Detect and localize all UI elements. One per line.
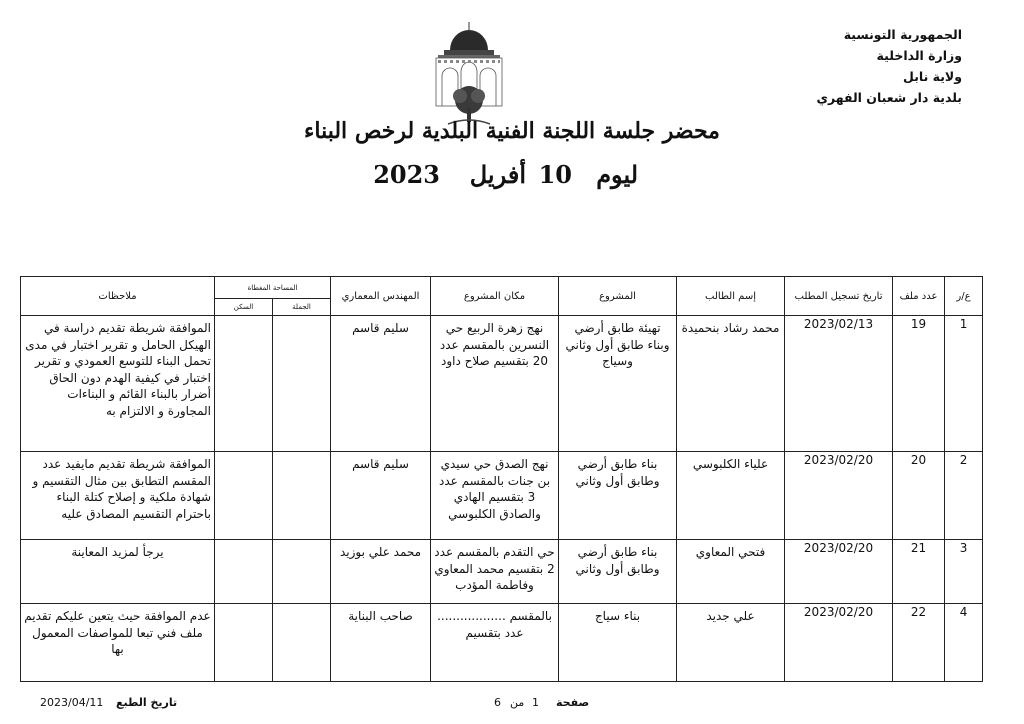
page-of-label: من — [510, 696, 525, 709]
header-location: مكان المشروع — [431, 277, 559, 316]
cell-request-date: 2023/02/13 — [785, 316, 893, 452]
cell-project: بناء سياج — [559, 604, 677, 682]
cell-area-housing — [215, 604, 273, 682]
cell-file-no: 21 — [893, 540, 945, 604]
municipality-label: بلدية دار شعبان الفهري — [816, 90, 962, 105]
cell-row-no: 3 — [945, 540, 983, 604]
cell-row-no: 4 — [945, 604, 983, 682]
cell-project: بناء طابق أرضي وطابق أول وثاني — [559, 540, 677, 604]
header-area-housing: السكن — [215, 299, 273, 316]
date-year: 2023 — [373, 160, 440, 189]
cell-request-date: 2023/02/20 — [785, 604, 893, 682]
cell-area-housing — [215, 452, 273, 540]
cell-request-date: 2023/02/20 — [785, 452, 893, 540]
page-current: 1 — [532, 696, 539, 709]
print-date-label: تاريخ الطبع — [116, 696, 178, 709]
print-date-value: 2023/04/11 — [40, 696, 104, 709]
cell-area-total — [273, 316, 331, 452]
governorate-label: ولاية نابل — [903, 69, 962, 84]
ministry-label: وزارة الداخلية — [876, 48, 962, 63]
header-row-no: ع/ر — [945, 277, 983, 316]
cell-notes: الموافقة شريطة تقديم دراسة في الهيكل الحامل و تقرير اختبار في مدى تحمل البناء للتوسع العمودي و تقرير اختبار في كيفية الهدم دون الحاق أضرار بالبناء القائم و البناءات المجاورة و الالتزام به — [21, 316, 215, 452]
header-covered-area: المساحة المغطاة — [215, 277, 331, 299]
header-file-no: عدد ملف — [893, 277, 945, 316]
cell-row-no: 2 — [945, 452, 983, 540]
cell-area-housing — [215, 540, 273, 604]
header-applicant: إسم الطالب — [677, 277, 785, 316]
header-project: المشروع — [559, 277, 677, 316]
cell-notes: عدم الموافقة حيث يتعين عليكم تقديم ملف فني تبعا للمواصفات المعمول بها — [21, 604, 215, 682]
table-row — [21, 316, 983, 452]
cell-architect: صاحب البناية — [331, 604, 431, 682]
cell-file-no: 22 — [893, 604, 945, 682]
cell-file-no: 19 — [893, 316, 945, 452]
cell-applicant: محمد رشاد بنحميدة — [677, 316, 785, 452]
permits-table — [20, 276, 983, 682]
header-architect: المهندس المعماري — [331, 277, 431, 316]
cell-area-total — [273, 540, 331, 604]
cell-applicant: علي جديد — [677, 604, 785, 682]
cell-applicant: فتحي المعاوي — [677, 540, 785, 604]
municipal-emblem-icon — [428, 20, 510, 132]
header-block — [816, 24, 962, 108]
table-row — [21, 452, 983, 540]
cell-request-date: 2023/02/20 — [785, 540, 893, 604]
page-indicator — [494, 696, 501, 709]
cell-area-housing — [215, 316, 273, 452]
date-prefix: ليوم — [596, 160, 638, 189]
document-title: محضر جلسة اللجنة الفنية البلدية لرخص البناء — [304, 118, 720, 144]
cell-architect: سليم قاسم — [331, 452, 431, 540]
table-row — [21, 604, 983, 682]
header-request-date: تاريخ تسجيل المطلب — [785, 277, 893, 316]
cell-area-total — [273, 452, 331, 540]
cell-architect: محمد علي بوزيد — [331, 540, 431, 604]
republic-label: الجمهورية التونسية — [843, 27, 962, 42]
cell-project: بناء طابق أرضي وطابق أول وثاني — [559, 452, 677, 540]
table-header-row — [21, 277, 983, 299]
page-label: صفحة — [556, 696, 590, 709]
cell-project: تهيئة طابق أرضي وبناء طابق أول وثاني وسياج — [559, 316, 677, 452]
cell-area-total — [273, 604, 331, 682]
table-row — [21, 540, 983, 604]
cell-applicant: علياء الكلبوسي — [677, 452, 785, 540]
cell-file-no: 20 — [893, 452, 945, 540]
cell-notes: يرجأ لمزيد المعاينة — [21, 540, 215, 604]
cell-row-no: 1 — [945, 316, 983, 452]
cell-location: بالمقسم .................. عدد بتقسيم — [431, 604, 559, 682]
date-day: 10 — [538, 160, 572, 189]
cell-notes: الموافقة شريطة تقديم مايفيد عدد المقسم التطابق بين مثال التقسيم و شهادة ملكية و إصلاح كتلة البناء باحترام التقسيم المصادق عليه — [21, 452, 215, 540]
cell-architect: سليم قاسم — [331, 316, 431, 452]
page-total: 6 — [494, 696, 501, 709]
date-month: أفريل — [469, 160, 526, 189]
header-notes: ملاحظات — [21, 277, 215, 316]
header-area-total: الجملة — [273, 299, 331, 316]
cell-location: نهج زهرة الربيع حي النسرين بالمقسم عدد 20 بتقسيم صلاح داود — [431, 316, 559, 452]
cell-location: حي التقدم بالمقسم عدد 2 بتقسيم محمد المعاوي وفاطمة المؤدب — [431, 540, 559, 604]
cell-location: نهج الصدق حي سيدي بن جنات بالمقسم عدد 3 بتقسيم الهادي والصادق الكلبوسي — [431, 452, 559, 540]
